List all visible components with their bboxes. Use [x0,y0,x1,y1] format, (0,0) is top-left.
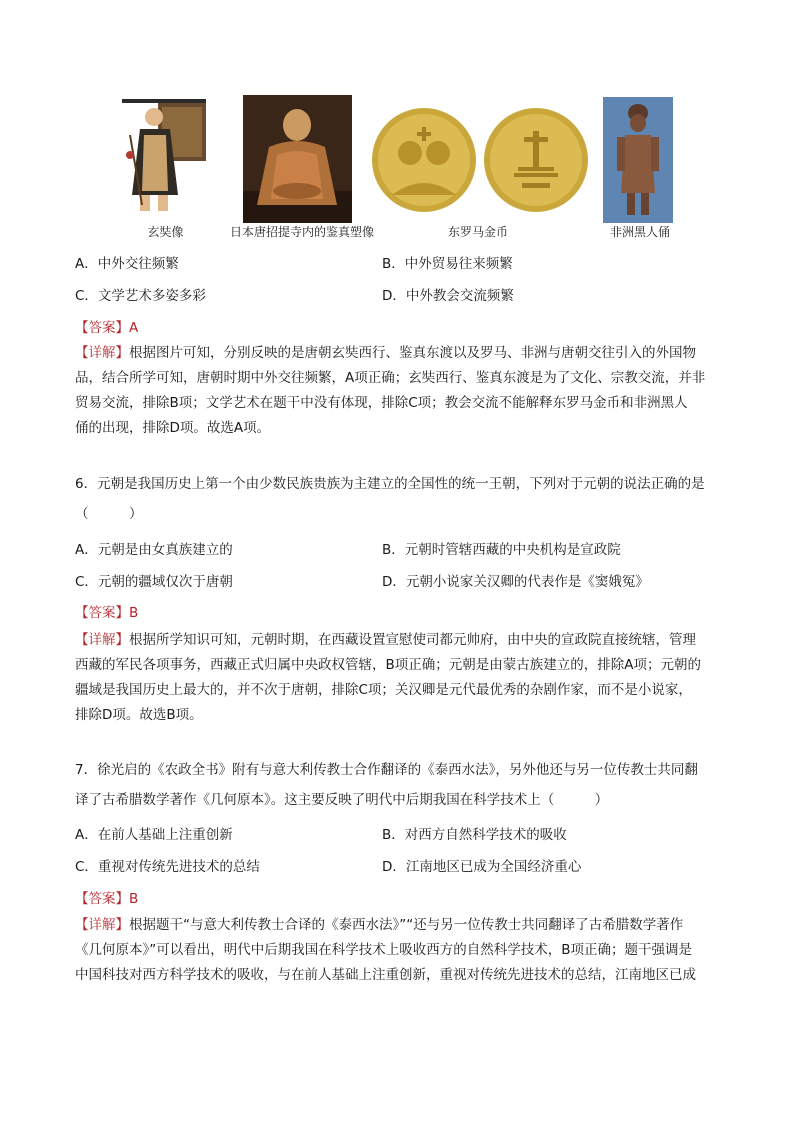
detail-line: 根据所学知识可知，元朝时期，在西藏设置宣慰使司都元帅府，由中央的宣政院直接统辖，管理 [129,632,696,648]
detail-line: 疆域是我国历史上最大的，并不次于唐朝，排除C项；关汉卿是元代最优秀的杂剧作家，而不是小说家， [75,682,692,698]
figure-caption: 东罗马金币 [447,225,508,239]
answer-value: A [129,320,139,336]
detail-label: 【详解】 [75,917,129,933]
q5-option-a: A．中外交往频繁 [75,256,179,272]
detail-line: 根据图片可知，分别反映的是唐朝玄奘西行、鉴真东渡以及罗马、非洲与唐朝交往引入的外国物 [129,345,696,361]
q5-detail [75,341,725,441]
detail-line: 西藏的军民各项事务，西藏正式归属中央政权管辖，B项正确；元朝是由蒙古族建立的，排除A项；元朝的 [75,657,701,673]
figure-caption: 非洲黑人俑 [609,225,670,239]
q6-option-b: B．元朝时管辖西藏的中央机构是宣政院 [382,542,621,558]
q7-option-c: C．重视对传统先进技术的总结 [75,859,260,875]
stem-line: 译了古希腊数学著作《几何原本》。这主要反映了明代中后期我国在科学技术上（ ） [75,792,609,808]
q7-stem [75,755,725,815]
jianzhen-statue-icon [243,95,352,223]
figure-coins [368,95,593,245]
q6-stem [75,469,725,529]
detail-line: 俑的出现，排除D项。故选A项。 [75,420,271,436]
q5-option-b: B．中外贸易往来频繁 [382,256,513,272]
detail-line: 品，结合所学可知，唐朝时期中外交往频繁，A项正确；玄奘西行、鉴真东渡是为了文化、宗教交流，并非 [75,370,706,386]
stem-line: 6．元朝是我国历史上第一个由少数民族贵族为主建立的全国性的统一王朝，下列对于元朝的说法正确的是 [75,476,705,492]
detail-line: 中国科技对西方科学技术的吸收，与在前人基础上注重创新，重视对传统先进技术的总结，江南地区已成 [75,967,696,983]
figure-african [595,95,685,245]
figure-jianzhen [222,95,382,245]
figure-caption: 玄奘像 [147,225,184,239]
answer-label: 【答案】 [75,891,129,907]
byzantine-gold-coin-icon [368,105,593,215]
q6-option-d: D．元朝小说家关汉卿的代表作是《窦娥冤》 [382,574,649,590]
answer-label: 【答案】 [75,320,129,336]
q5-option-d: D．中外教会交流频繁 [382,288,514,304]
figure-xuanzang [118,95,213,245]
q6-detail [75,628,725,728]
detail-line: 《几何原本》”可以看出，明代中后期我国在科学技术上吸收西方的自然科学技术，B项正确；题干强调是 [75,942,693,958]
detail-label: 【详解】 [75,632,129,648]
stem-line: 7．徐光启的《农政全书》附有与意大利传教士合作翻译的《泰西水法》，另外他还与另一位传教士共同翻 [75,762,698,778]
q5-option-c: C．文学艺术多姿多彩 [75,288,206,304]
answer-label: 【答案】 [75,605,129,621]
detail-line: 根据题干“与意大利传教士合译的《泰西水法》”“还与另一位传教士共同翻译了古希腊数学著作 [129,917,684,933]
q7-option-b: B．对西方自然科学技术的吸收 [382,827,567,843]
q6-option-a: A．元朝是由女真族建立的 [75,542,233,558]
answer-value: B [129,891,139,907]
q6-answer [75,601,138,621]
african-figurine-icon [603,97,673,223]
stem-line: （ ） [75,506,143,522]
q5-answer [75,316,138,336]
q7-option-a: A．在前人基础上注重创新 [75,827,233,843]
detail-label: 【详解】 [75,345,129,361]
figure-row [0,95,794,245]
q6-option-c: C．元朝的疆域仅次于唐朝 [75,574,233,590]
q7-option-d: D．江南地区已成为全国经济重心 [382,859,582,875]
detail-line: 贸易交流，排除B项；文学艺术在题干中没有体现，排除C项；教会交流不能解释东罗马金币和非洲黑人 [75,395,688,411]
xuanzang-figure-icon [118,95,213,223]
q7-answer [75,887,138,907]
q7-detail [75,913,725,988]
detail-line: 排除D项。故选B项。 [75,707,203,723]
figure-caption: 日本唐招提寺内的鉴真塑像 [229,225,374,239]
answer-value: B [129,605,139,621]
